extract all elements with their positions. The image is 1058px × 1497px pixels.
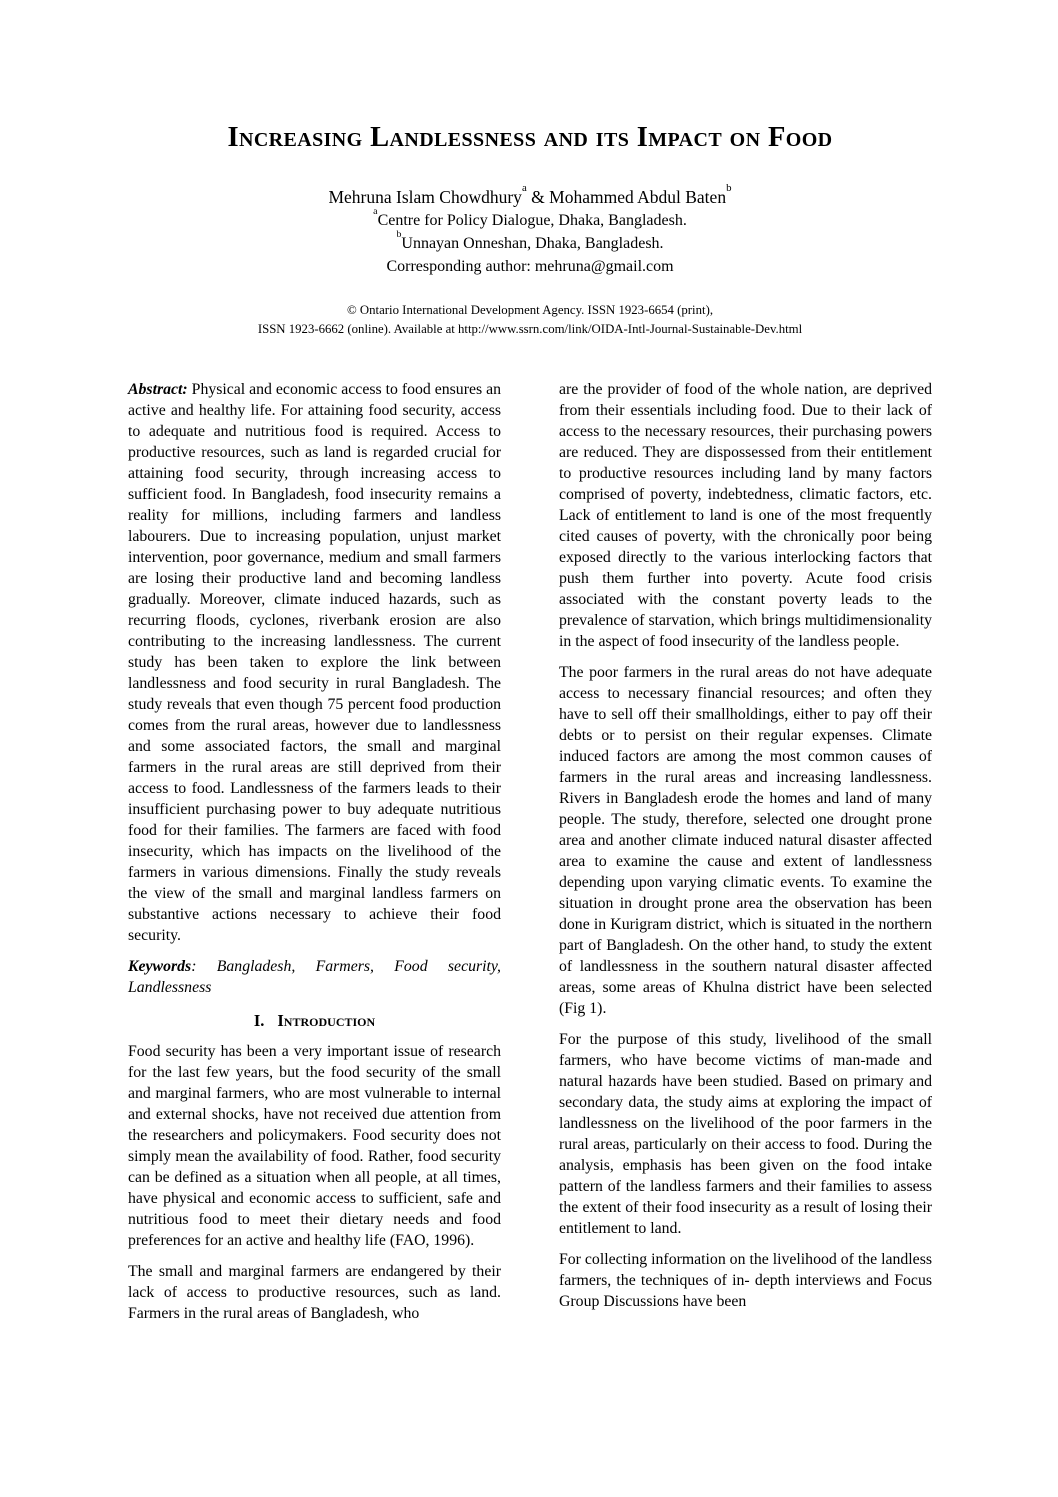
body-paragraph: The small and marginal farmers are endangered by their lack of access to productive resources, such as land. Farmers in the rural areas of Bangladesh, who: [128, 1262, 501, 1322]
body-paragraph: For the purpose of this study, livelihood of the small farmers, who have become victims of man-made and natural hazards have been studied. Based on primary and secondary data, the study aims at exploring the impact of landlessness on the livelihood of the poor farmers in the rural areas, particularly on their access to food. During the analysis, emphasis has been given on the food intake pattern of the landless farmers and their families to assess the extent of their food insecurity as a result of losing their entitlement to land.: [559, 1030, 932, 1237]
affiliation-b: [128, 228, 932, 255]
keywords-line: [128, 956, 501, 998]
authors-line: [128, 182, 932, 209]
section-number: I.: [253, 1010, 265, 1030]
affiliation-a: [128, 205, 932, 232]
copyright-line-1: © Ontario International Development Agency. ISSN 1923-6654 (print),: [346, 302, 714, 317]
body-paragraph: Food security has been a very important issue of research for the last few years, but the food security of the small and marginal farmers, who are most vulnerable to internal and external shocks, have not received due attention from the researchers and policymakers. Food security does not simply mean the availability of food. Rather, food security can be defined as a situation when all people, at all times, have physical and economic access to sufficient, safe and nutritious food to meet their dietary needs and food preferences for an active and healthy life (FAO, 1996).: [128, 1042, 501, 1249]
affiliation-b-mark: b: [396, 228, 402, 240]
affiliation-b-text: Unnayan Onneshan, Dhaka, Bangladesh.: [401, 234, 664, 252]
author-1-affiliation-mark: a: [521, 182, 527, 195]
affiliation-a-mark: a: [373, 205, 378, 217]
paper-title: Increasing Landlessness and its Impact on Food: [227, 122, 833, 153]
author-2-affiliation-mark: b: [726, 182, 732, 195]
corresponding-author-line: Corresponding author: mehruna@gmail.com: [386, 257, 674, 275]
authors-separator: &: [526, 186, 550, 207]
author-2: Mohammed Abdul Baten: [549, 186, 727, 207]
body-paragraph: The poor farmers in the rural areas do not have adequate access to necessary financial resources; and often they have to sell off their smallholdings, either to pay off their debts or to persist on their regular expenses. Climate induced factors are among the most common causes of farmers in the rural areas and increasing landlessness. Rivers in Bangladesh erode the homes and land of many people. The study, therefore, selected one drought prone area and another climate induced natural disaster affected area to examine the cause and extent of landlessness depending upon varying climatic events. To examine the situation in drought prone area the observation has been done in Kurigram district, which is situated in the northern part of Bangladesh. On the other hand, to study the extent of landlessness in the southern natural disaster affected areas, some areas of Khulna district have been selected (Fig 1).: [559, 663, 932, 1017]
right-column: [559, 379, 932, 1324]
abstract-text: Physical and economic access to food ensures an active and healthy life. For attaining food security, access to adequate and nutritious food is required. Access to productive resources, such as land is regarded crucial for attaining food security, through increasing access to sufficient food. In Bangladesh, food insecurity remains a reality for millions, including farmers and landless labourers. Due to increasing population, unjust market intervention, poor governance, medium and small farmers are losing their productive land and becoming landless gradually. Moreover, climate induced hazards, such as recurring floods, cyclones, riverbank erosion are also contributing to the increasing landlessness. The current study has been taken to explore the link between landlessness and food security in rural Bangladesh. The study reveals that even though 75 percent food production comes from the rural areas, however due to landlessness and some associated factors, the small and marginal farmers in the rural areas are still deprived from their access to food. Landlessness of the farmers leads to their insufficient purchasing power to buy adequate nutritious food for their families. The farmers are faced with food insecurity, which has impacts on the livelihood of the farmers in various dimensions. Finally the study reveals the view of the small and marginal landless farmers on substantive actions necessary to achieve their food security.: [128, 380, 501, 944]
abstract-label: Abstract:: [128, 380, 188, 398]
copyright-line-2: ISSN 1923-6662 (online). Available at http://www.ssrn.com/link/OIDA-Intl-Journal-Sustainable-Dev.html: [257, 321, 803, 336]
body-paragraph: are the provider of food of the whole nation, are deprived from their essentials including food. Due to their lack of access to the necessary resources, their purchasing powers are reduced. They are dispossessed from their entitlement to productive resources including land by many factors comprised of poverty, indebtedness, climatic factors, etc. Lack of entitlement to land is one of the most frequently cited causes of poverty, with the chronically poor being exposed directly to the various interlocking factors that push them further into poverty. Acute food crisis associated with the constant poverty leads to the prevalence of starvation, which brings multidimensionality in the aspect of food insecurity of the landless people.: [559, 380, 932, 650]
section-heading-introduction: [128, 1010, 501, 1031]
two-column-body: [128, 379, 932, 1324]
author-1: Mehruna Islam Chowdhury: [328, 186, 522, 207]
body-paragraph: For collecting information on the livelihood of the landless farmers, the techniques of in- depth interviews and Focus Group Discussions have been: [559, 1250, 932, 1310]
affiliation-a-text: Centre for Policy Dialogue, Dhaka, Bangladesh.: [377, 211, 687, 229]
abstract-paragraph: [128, 379, 501, 946]
keywords-label: Keywords: [128, 957, 192, 975]
keywords-text: : Bangladesh, Farmers, Food security, Landlessness: [128, 957, 501, 996]
copyright-issn-block: [128, 301, 932, 339]
section-title: Introduction: [277, 1010, 376, 1030]
left-column: [128, 379, 501, 1324]
